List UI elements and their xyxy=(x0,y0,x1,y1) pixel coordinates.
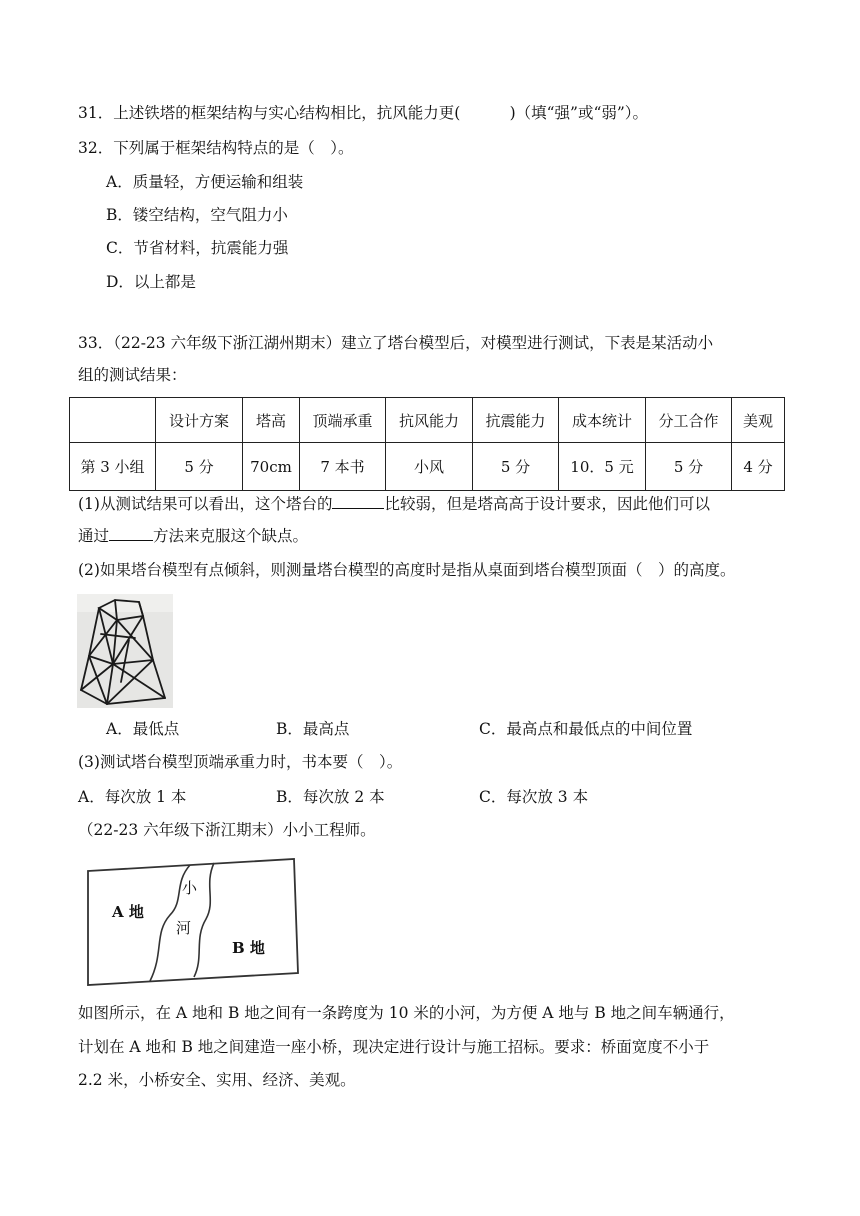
question-33-stem-line2: 组的测试结果： xyxy=(78,366,187,384)
map-label-river-2: 河 xyxy=(176,919,192,937)
table-cell: 5 分 xyxy=(646,443,732,491)
map-label-a: A 地 xyxy=(112,903,144,921)
river-map-drawing xyxy=(82,853,302,991)
q33-sub2-option-a[interactable]: A．最低点 xyxy=(106,720,180,738)
q33-sub2-option-c[interactable]: C．最高点和最低点的中间位置 xyxy=(479,720,693,738)
question-32-stem: 32．下列属于框架结构特点的是（ ）。 xyxy=(78,139,354,157)
q34-paragraph-line2: 计划在 A 地和 B 地之间建造一座小桥，现决定进行设计与施工招标。要求：桥面宽度不小于 xyxy=(78,1038,710,1056)
table-header-row xyxy=(70,398,785,443)
table-cell: 小风 xyxy=(386,443,473,491)
q33-sub1-line2 xyxy=(78,525,308,547)
q33-sub1-text: 通过 xyxy=(78,527,110,545)
q33-sub1-blank-2[interactable] xyxy=(109,525,153,541)
q33-sub2-stem: (2)如果塔台模型有点倾斜，则测量塔台模型的高度时是指从桌面到塔台模型顶面（ ）的高度。 xyxy=(78,561,736,579)
question-31 xyxy=(78,102,648,124)
q33-sub1-text: 方法来克服这个缺点。 xyxy=(153,527,309,545)
q31-text-after: )（填“强”或“弱”）。 xyxy=(509,104,649,122)
q32-option-c[interactable]: C．节省材料，抗震能力强 xyxy=(106,239,289,257)
table-header-cell: 顶端承重 xyxy=(300,398,386,443)
question-33-stem-line1: 33．（22-23 六年级下浙江湖州期末）建立了塔台模型后，对模型进行测试，下表是某活动小 xyxy=(78,334,714,352)
table-header-cell: 成本统计 xyxy=(559,398,646,443)
table-cell: 10．5 元 xyxy=(559,443,646,491)
table-header-cell: 设计方案 xyxy=(156,398,243,443)
table-row xyxy=(70,443,785,491)
map-label-b: B 地 xyxy=(232,939,265,957)
q33-sub3-stem: (3)测试塔台模型顶端承重力时，书本要（ ）。 xyxy=(78,753,403,771)
river-map-figure xyxy=(82,853,302,991)
q31-text-before: 31．上述铁塔的框架结构与实心结构相比，抗风能力更( xyxy=(78,104,461,122)
table-cell: 5 分 xyxy=(156,443,243,491)
q33-sub3-option-a[interactable]: A．每次放 1 本 xyxy=(78,788,187,806)
table-cell: 4 分 xyxy=(732,443,785,491)
table-cell: 7 本书 xyxy=(300,443,386,491)
q31-answer-blank[interactable] xyxy=(460,104,509,122)
q33-sub1-blank-1[interactable] xyxy=(332,493,384,509)
q33-sub3-option-b[interactable]: B．每次放 2 本 xyxy=(276,788,385,806)
q34-paragraph-line1: 如图所示，在 A 地和 B 地之间有一条跨度为 10 米的小河，为方便 A 地与 B 地之间车辆通行， xyxy=(78,1004,735,1022)
test-results-table xyxy=(69,397,785,491)
table-header-cell: 塔高 xyxy=(243,398,300,443)
table-cell: 第 3 小组 xyxy=(70,443,156,491)
q32-option-b[interactable]: B．镂空结构，空气阻力小 xyxy=(106,206,288,224)
q33-sub1-text: (1)从测试结果可以看出，这个塔台的 xyxy=(78,495,333,513)
q33-sub3-option-c[interactable]: C．每次放 3 本 xyxy=(479,788,589,806)
table-header-cell: 抗震能力 xyxy=(473,398,559,443)
q32-option-d[interactable]: D．以上都是 xyxy=(106,273,196,291)
q33-sub1-text: 比较弱，但是塔高高于设计要求，因此他们可以 xyxy=(384,495,710,513)
table-header-cell: 美观 xyxy=(732,398,785,443)
map-label-river-1: 小 xyxy=(182,879,198,897)
q34-paragraph-line3: 2.2 米，小桥安全、实用、经济、美观。 xyxy=(78,1071,356,1089)
table-header-cell: 抗风能力 xyxy=(386,398,473,443)
q33-sub1-line1 xyxy=(78,493,710,515)
table-cell: 70cm xyxy=(243,443,300,491)
table-header-cell xyxy=(70,398,156,443)
table-cell: 5 分 xyxy=(473,443,559,491)
q34-source: （22-23 六年级下浙江期末）小小工程师。 xyxy=(78,821,376,839)
q33-sub2-option-b[interactable]: B．最高点 xyxy=(276,720,350,738)
table-header-cell: 分工合作 xyxy=(646,398,732,443)
tower-model-image xyxy=(77,594,173,708)
q32-option-a[interactable]: A．质量轻，方便运输和组装 xyxy=(106,173,304,191)
